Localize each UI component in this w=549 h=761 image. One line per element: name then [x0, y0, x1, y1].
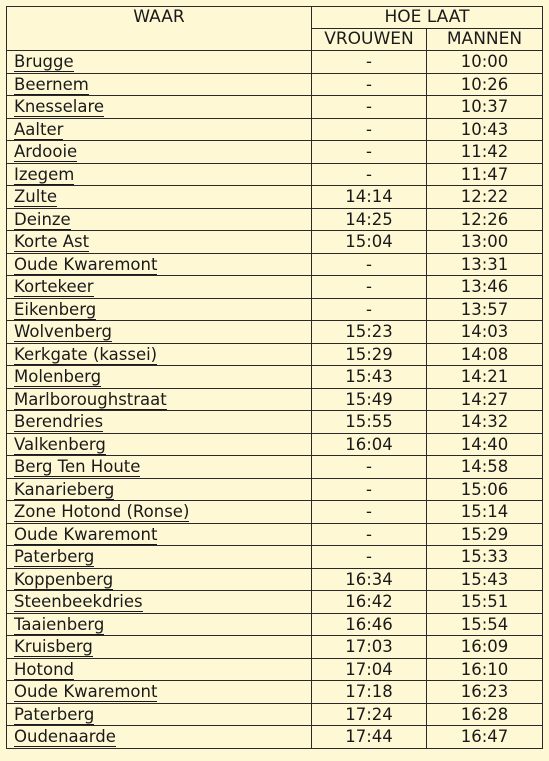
header-vrouwen: VROUWEN [312, 29, 427, 51]
place-name: Valkenberg [14, 434, 106, 454]
place-cell [7, 501, 312, 524]
place-name: Aalter [14, 119, 64, 139]
place-cell [7, 591, 312, 614]
mannen-time-cell: 16:09 [427, 636, 543, 659]
mannen-time-cell: 13:46 [427, 276, 543, 299]
table-row [7, 568, 543, 591]
mannen-time-cell: 15:43 [427, 568, 543, 591]
place-name: Zone Hotond (Ronse) [14, 502, 190, 522]
place-name: Brugge [14, 52, 74, 72]
place-cell [7, 253, 312, 276]
table-row [7, 343, 543, 366]
vrouwen-time-cell: - [312, 276, 427, 299]
mannen-time-cell: 13:57 [427, 298, 543, 321]
place-cell [7, 681, 312, 704]
table-row [7, 298, 543, 321]
place-name: Wolvenberg [14, 322, 112, 342]
vrouwen-time-cell: 15:43 [312, 366, 427, 389]
mannen-time-cell: 15:51 [427, 591, 543, 614]
place-cell [7, 478, 312, 501]
place-cell [7, 51, 312, 74]
vrouwen-time-cell: - [312, 73, 427, 96]
place-name: Oude Kwaremont [14, 254, 158, 274]
mannen-time-cell: 12:22 [427, 186, 543, 209]
place-cell [7, 298, 312, 321]
table-row [7, 433, 543, 456]
mannen-time-cell: 16:10 [427, 658, 543, 681]
place-name: Oude Kwaremont [14, 524, 158, 544]
mannen-time-cell: 14:32 [427, 411, 543, 434]
place-cell [7, 343, 312, 366]
place-name: Paterberg [14, 547, 95, 567]
place-name: Knesselare [14, 97, 105, 117]
vrouwen-time-cell: - [312, 298, 427, 321]
place-name: Izegem [14, 164, 75, 184]
mannen-time-cell: 14:27 [427, 388, 543, 411]
header-hoe-laat: HOE LAAT [312, 7, 543, 29]
mannen-time-cell: 11:42 [427, 141, 543, 164]
mannen-time-cell: 16:47 [427, 726, 543, 749]
table-row [7, 613, 543, 636]
table-row [7, 321, 543, 344]
place-cell [7, 546, 312, 569]
table-row [7, 141, 543, 164]
place-cell [7, 568, 312, 591]
vrouwen-time-cell: 16:46 [312, 613, 427, 636]
place-cell [7, 703, 312, 726]
table-row [7, 523, 543, 546]
place-cell [7, 276, 312, 299]
vrouwen-time-cell: 17:44 [312, 726, 427, 749]
vrouwen-time-cell: 16:04 [312, 433, 427, 456]
vrouwen-time-cell: 15:04 [312, 231, 427, 254]
table-row [7, 96, 543, 119]
place-name: Steenbeekdries [14, 592, 143, 612]
mannen-time-cell: 15:06 [427, 478, 543, 501]
mannen-time-cell: 13:31 [427, 253, 543, 276]
mannen-time-cell: 15:29 [427, 523, 543, 546]
place-name: Kerkgate (kassei) [14, 344, 158, 364]
place-name: Deinze [14, 209, 71, 229]
vrouwen-time-cell: 15:23 [312, 321, 427, 344]
place-cell [7, 96, 312, 119]
place-cell [7, 141, 312, 164]
mannen-time-cell: 14:03 [427, 321, 543, 344]
place-name: Berg Ten Houte [14, 457, 141, 477]
vrouwen-time-cell: - [312, 51, 427, 74]
place-cell [7, 118, 312, 141]
place-cell [7, 208, 312, 231]
table-row [7, 411, 543, 434]
vrouwen-time-cell: 14:14 [312, 186, 427, 209]
mannen-time-cell: 14:08 [427, 343, 543, 366]
table-row [7, 163, 543, 186]
table-row [7, 186, 543, 209]
place-cell [7, 658, 312, 681]
place-name: Berendries [14, 412, 104, 432]
place-name: Taaienberg [14, 614, 105, 634]
mannen-time-cell: 15:14 [427, 501, 543, 524]
header-row-top [7, 7, 543, 29]
table-row [7, 681, 543, 704]
table-row [7, 658, 543, 681]
schedule-table [6, 6, 543, 749]
table-row [7, 501, 543, 524]
place-name: Kanarieberg [14, 479, 115, 499]
header-mannen: MANNEN [427, 29, 543, 51]
mannen-time-cell: 10:37 [427, 96, 543, 119]
place-cell [7, 613, 312, 636]
vrouwen-time-cell: - [312, 118, 427, 141]
table-row [7, 276, 543, 299]
table-row [7, 73, 543, 96]
vrouwen-time-cell: - [312, 96, 427, 119]
vrouwen-time-cell: - [312, 546, 427, 569]
place-cell [7, 636, 312, 659]
place-cell [7, 186, 312, 209]
table-row [7, 636, 543, 659]
place-name: Korte Ast [14, 232, 90, 252]
place-name: Beernem [14, 74, 89, 94]
place-cell [7, 411, 312, 434]
vrouwen-time-cell: 16:42 [312, 591, 427, 614]
place-name: Hotond [14, 659, 74, 679]
place-name: Kruisberg [14, 637, 93, 657]
vrouwen-time-cell: 16:34 [312, 568, 427, 591]
place-cell [7, 726, 312, 749]
vrouwen-time-cell: 15:49 [312, 388, 427, 411]
mannen-time-cell: 10:00 [427, 51, 543, 74]
mannen-time-cell: 12:26 [427, 208, 543, 231]
table-row [7, 546, 543, 569]
place-name: Paterberg [14, 704, 95, 724]
table-row [7, 253, 543, 276]
mannen-time-cell: 16:28 [427, 703, 543, 726]
place-name: Koppenberg [14, 569, 114, 589]
place-name: Zulte [14, 187, 57, 207]
table-row [7, 478, 543, 501]
mannen-time-cell: 14:21 [427, 366, 543, 389]
table-row [7, 703, 543, 726]
vrouwen-time-cell: - [312, 501, 427, 524]
mannen-time-cell: 15:33 [427, 546, 543, 569]
mannen-time-cell: 15:54 [427, 613, 543, 636]
table-row [7, 456, 543, 479]
place-cell [7, 523, 312, 546]
table-row [7, 591, 543, 614]
place-name: Eikenberg [14, 299, 97, 319]
table-row [7, 388, 543, 411]
mannen-time-cell: 16:23 [427, 681, 543, 704]
place-cell [7, 73, 312, 96]
vrouwen-time-cell: 14:25 [312, 208, 427, 231]
vrouwen-time-cell: - [312, 523, 427, 546]
vrouwen-time-cell: 17:18 [312, 681, 427, 704]
place-cell [7, 321, 312, 344]
vrouwen-time-cell: - [312, 478, 427, 501]
place-cell [7, 456, 312, 479]
vrouwen-time-cell: 15:29 [312, 343, 427, 366]
table-row [7, 231, 543, 254]
place-name: Oudenaarde [14, 727, 116, 747]
vrouwen-time-cell: - [312, 163, 427, 186]
place-cell [7, 433, 312, 456]
mannen-time-cell: 11:47 [427, 163, 543, 186]
table-row [7, 51, 543, 74]
mannen-time-cell: 14:58 [427, 456, 543, 479]
table-row [7, 118, 543, 141]
place-cell [7, 388, 312, 411]
header-waar: WAAR [7, 7, 312, 51]
vrouwen-time-cell: 17:24 [312, 703, 427, 726]
vrouwen-time-cell: 15:55 [312, 411, 427, 434]
place-cell [7, 163, 312, 186]
place-cell [7, 231, 312, 254]
place-name: Ardooie [14, 142, 78, 162]
place-cell [7, 366, 312, 389]
vrouwen-time-cell: - [312, 253, 427, 276]
vrouwen-time-cell: - [312, 456, 427, 479]
mannen-time-cell: 10:43 [427, 118, 543, 141]
table-row [7, 208, 543, 231]
schedule-body [7, 51, 543, 749]
vrouwen-time-cell: 17:04 [312, 658, 427, 681]
mannen-time-cell: 13:00 [427, 231, 543, 254]
table-row [7, 726, 543, 749]
vrouwen-time-cell: 17:03 [312, 636, 427, 659]
place-name: Kortekeer [14, 277, 94, 297]
mannen-time-cell: 10:26 [427, 73, 543, 96]
table-row [7, 366, 543, 389]
mannen-time-cell: 14:40 [427, 433, 543, 456]
place-name: Marlboroughstraat [14, 389, 167, 409]
place-name: Oude Kwaremont [14, 682, 158, 702]
vrouwen-time-cell: - [312, 141, 427, 164]
place-name: Molenberg [14, 367, 102, 387]
